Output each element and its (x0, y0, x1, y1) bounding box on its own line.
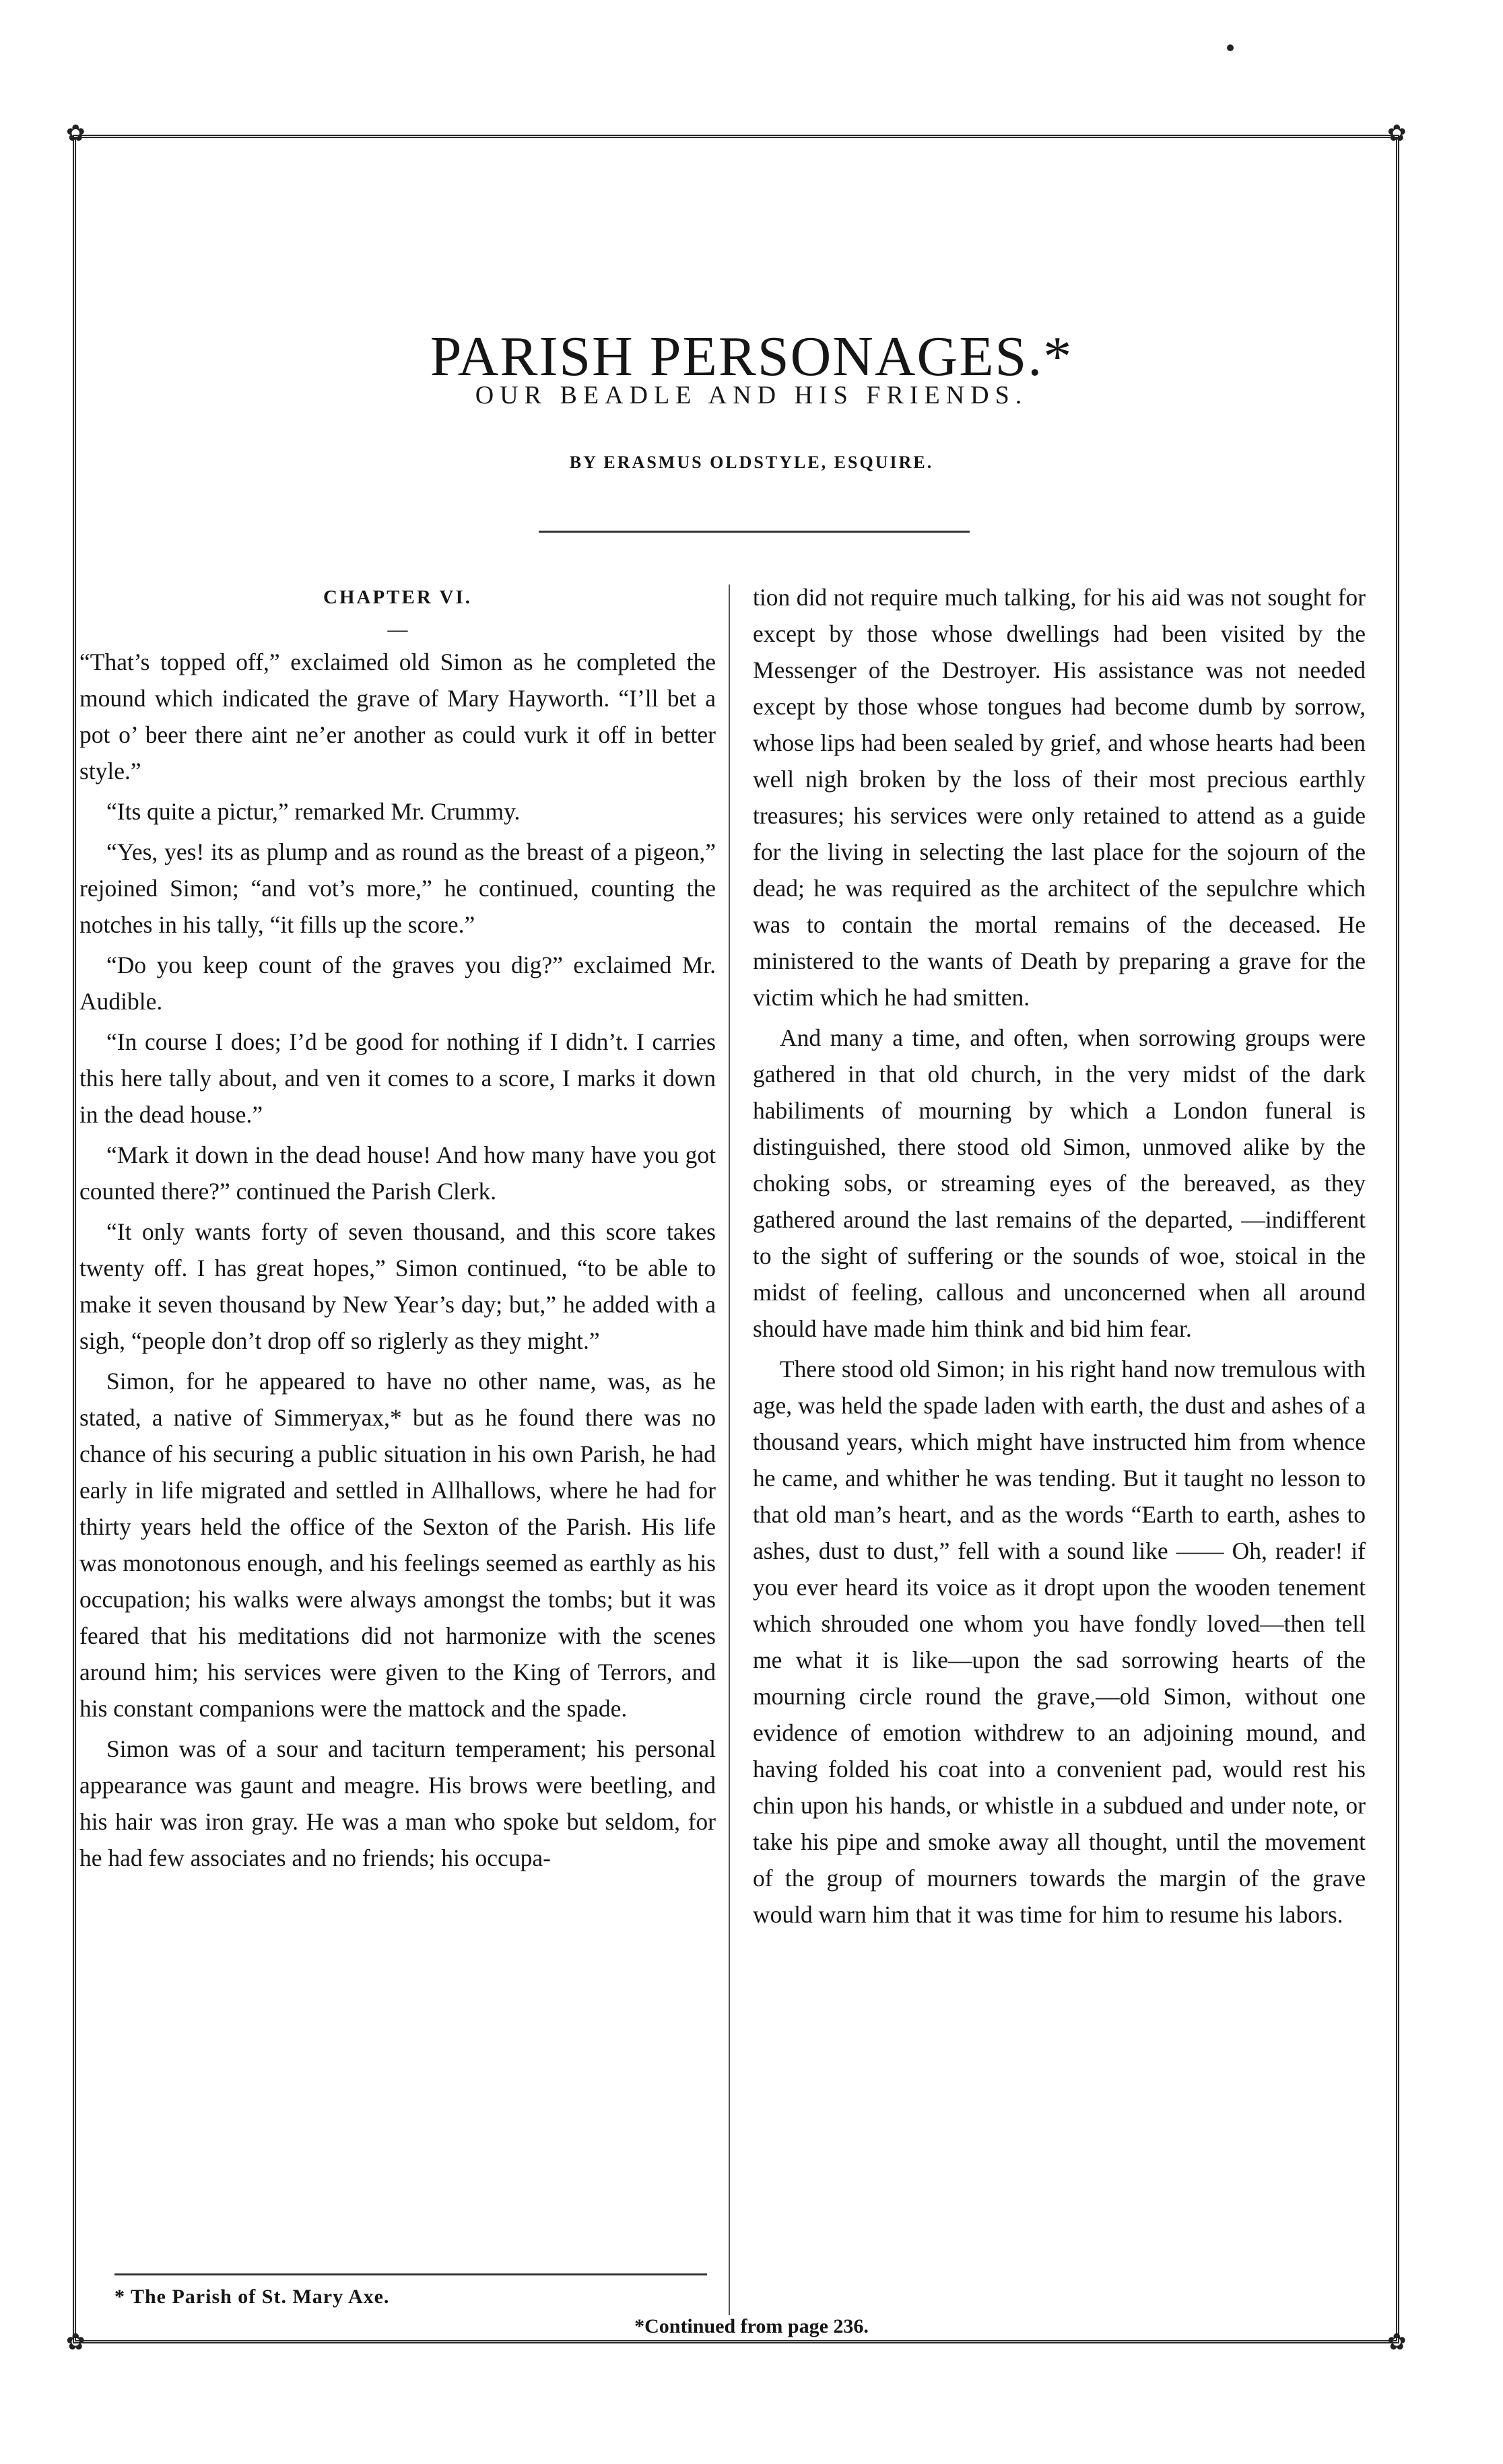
footnote-rule (114, 2273, 707, 2275)
paragraph: “Do you keep count of the graves you dig?” exclaimed Mr. Audible. (79, 952, 716, 1015)
paragraph: Simon, for he appeared to have no other name, was, as he stated, a native of Simmeryax,* but as he found there was no chance of his securing a public situation in his own Parish, he had early in life migrated and settled in Allhallows, where he had for thirty years held the office of the Sexton of the Parish. His life was monotonous enough, and his feelings seemed as earthly as his occupation; his walks were always amongst the tombs; but it was feared that his meditations did not harmonize with the scenes around him; his services were given to the King of Terrors, and his constant companions were the mattock and the spade. (79, 1368, 716, 1722)
corner-ornament-bottom-left: ✿ (66, 2330, 86, 2355)
ink-speck (1227, 44, 1234, 51)
paragraph: Simon was of a sour and taciturn temperament; his personal appearance was gaunt and meagre. His brows were beetling, and his hair was iron gray. He was a man who spoke but seldom, for he had few associates and no friends; his occupa- (79, 1735, 716, 1871)
continued-note: *Continued from page 236. (634, 2315, 869, 2337)
paragraph: “Its quite a pictur,” remarked Mr. Crummy. (106, 798, 521, 825)
paragraph: There stood old Simon; in his right hand now tremulous with age, was held the spade laden with earth, the dust and ashes of a thousand years, which might have instructed him from whence he came, and whither he was tending. But it taught no lesson to that old man’s heart, and as the words “Earth to earth, ashes to ashes, dust to dust,” fell with a sound like —— Oh, reader! if you ever heard its voice as it dropt upon the wooden tenement which shrouded one whom you have fondly loved—then tell me what it is like—upon the sad sorrowing hearts of the mourning circle round the grave,—old Simon, without one evidence of emotion withdrew to an adjoining mound, and having folded his coat into a convenient pad, would rest his chin upon his hands, or whistle in a subdued and under note, or take his pipe and smoke away all thought, until the movement of the group of mourners towards the margin of the grave would warn him that it was time for him to resume his labors. (753, 1356, 1366, 1928)
paragraph: “Mark it down in the dead house! And how many have you got counted there?” continued the Parish Clerk. (79, 1141, 716, 1205)
right-column (753, 579, 1366, 1937)
paragraph: “In course I does; I’d be good for nothing if I didn’t. I carries this here tally about, and ven it comes to a score, I marks it down in the dead house.” (79, 1028, 716, 1128)
paragraph: “That’s topped off,” exclaimed old Simon as he completed the mound which indicated the grave of Mary Hayworth. “I’ll bet a pot o’ beer there aint ne’er another as could vurk it off in better style.” (79, 648, 716, 785)
paragraph: And many a time, and often, when sorrowing groups were gathered in that old church, in the very midst of the dark habiliments of mourning by which a London funeral is distinguished, there stood old Simon, unmoved alike by the choking sobs, or streaming eyes of the bereaved, as they gathered around the last remains of the departed, —indifferent to the sight of suffering or the sounds of woe, stoical in the midst of feeling, callous and unconcerned when all around should have made him think and bid him fear. (753, 1024, 1366, 1342)
subtitle: OUR BEADLE AND HIS FRIENDS. (475, 381, 1028, 409)
corner-ornament-bottom-right: ✿ (1387, 2330, 1407, 2355)
footnote: * The Parish of St. Mary Axe. (114, 2286, 390, 2308)
left-column (79, 579, 716, 1880)
paragraph: tion did not require much talking, for his aid was not sought for except by those whose dwellings had been visited by the Messenger of the Destroyer. His assistance was not needed except by those whose tongues had become dumb by sorrow, whose lips had been sealed by grief, and whose hearts had been well nigh broken by the loss of their most precious earthly treasures; his services were only retained to attend as a guide for the living in selecting the last place for the sojourn of the dead; he was required as the architect of the sepulchre which was to contain the mortal remains of the deceased. He ministered to the wants of Death by preparing a grave for the victim which he had smitten. (753, 584, 1366, 1011)
paragraph: “It only wants forty of seven thousand, and this score takes twenty off. I has great hopes,” Simon continued, “to be able to make it seven thousand by New Year’s day; but,” he added with a sigh, “people don’t drop off so riglerly as they might.” (79, 1218, 716, 1354)
corner-ornament-top-left: ✿ (66, 121, 86, 146)
title-rule (539, 531, 970, 533)
column-divider (729, 585, 730, 2315)
chapter-dash: — (387, 618, 408, 640)
byline: BY ERASMUS OLDSTYLE, ESQUIRE. (569, 453, 934, 472)
paragraph: “Yes, yes! its as plump and as round as the breast of a pigeon,” rejoined Simon; “and vot’s more,” he continued, counting the notches in his tally, “it fills up the score.” (79, 838, 716, 938)
corner-ornament-top-right: ✿ (1387, 121, 1407, 146)
page-title: PARISH PERSONAGES.* (430, 325, 1073, 389)
chapter-heading: CHAPTER VI. (323, 587, 472, 608)
